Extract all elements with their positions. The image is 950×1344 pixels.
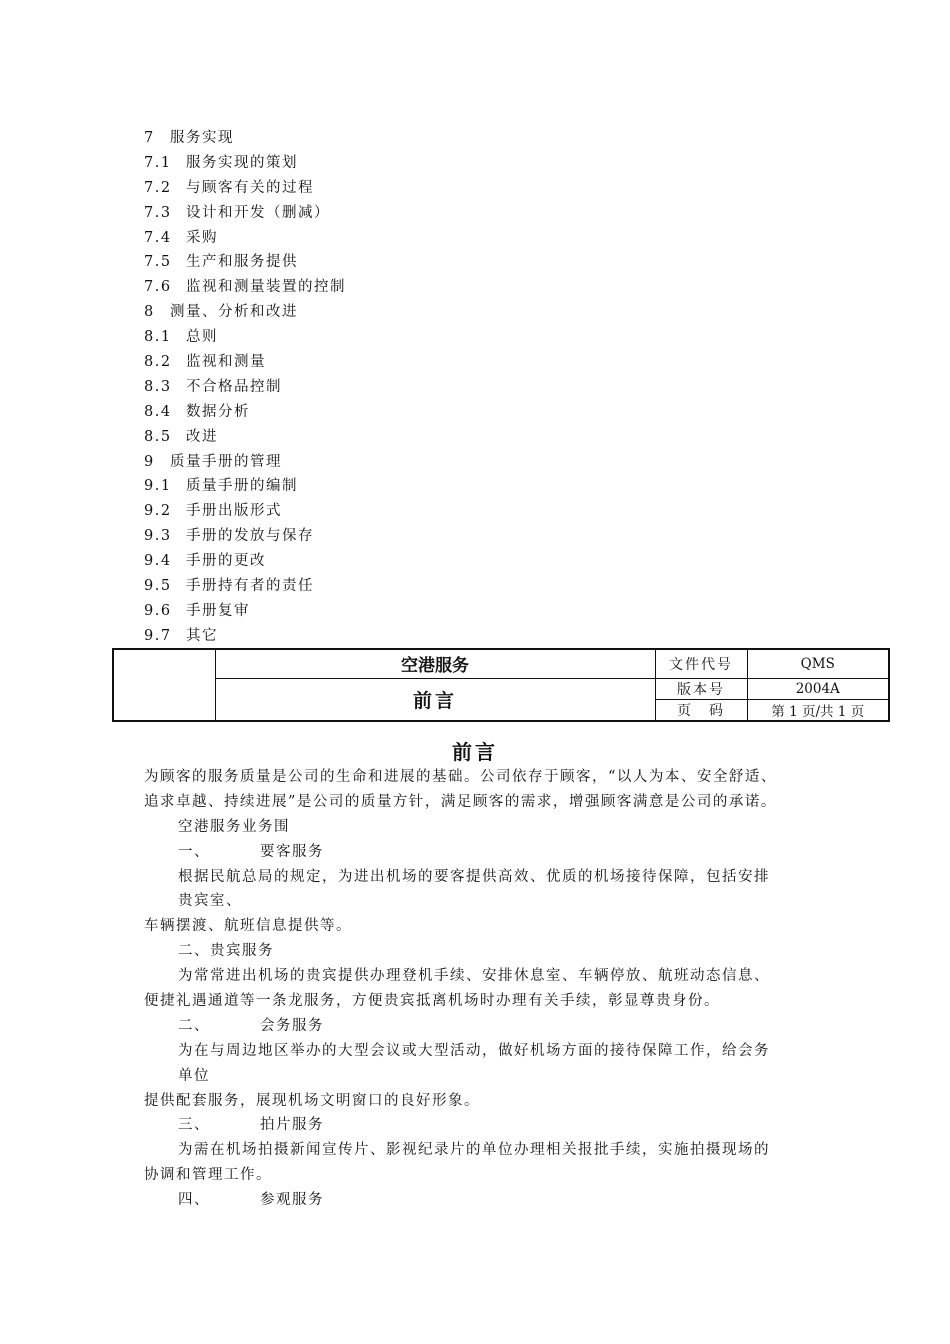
toc-item-number: 8.1 bbox=[144, 329, 172, 346]
toc-item bbox=[144, 450, 346, 475]
paragraph: 为需在机场拍摄新闻宣传片、影视纪录片的单位办理相关报批手续，实施拍摄现场的 bbox=[178, 1142, 770, 1159]
toc-item-number: 9.2 bbox=[144, 503, 172, 520]
paragraph: 协调和管理工作。 bbox=[144, 1167, 272, 1184]
paragraph: 追求卓越、持续进展”是公司的质量方针，满足顾客的需求，增强顾客满意是公司的承诺。 bbox=[144, 793, 777, 810]
document-header-table bbox=[112, 648, 890, 722]
toc-item bbox=[144, 126, 346, 151]
logo-cell bbox=[113, 649, 215, 721]
toc-item bbox=[144, 275, 346, 300]
toc-item-title: 与顾客有关的过程 bbox=[186, 179, 314, 196]
section-heading bbox=[144, 1113, 814, 1138]
toc-item-title: 其它 bbox=[186, 627, 218, 644]
paragraph: 为顾客的服务质量是公司的生命和进展的基础。公司依存于顾客，“以人为本、安全舒适、 bbox=[144, 769, 777, 785]
paragraph: 贵宾室、 bbox=[178, 893, 242, 910]
toc-item bbox=[144, 574, 346, 599]
toc-item-title: 数据分析 bbox=[186, 403, 250, 420]
section-heading: 二、贵宾服务 bbox=[178, 943, 274, 960]
paragraph: 提供配套服务，展现机场文明窗口的良好形象。 bbox=[144, 1092, 480, 1109]
toc-item bbox=[144, 474, 346, 499]
section-number: 四、 bbox=[178, 1192, 210, 1209]
doc-code-label: 文件代号 bbox=[655, 649, 747, 678]
toc-item-number: 8.3 bbox=[144, 378, 172, 395]
toc-item bbox=[144, 425, 346, 450]
section-name: 参观服务 bbox=[260, 1192, 324, 1209]
paragraph: 便捷礼遇通道等一条龙服务，方便贵宾抵离机场时办理有关手续，彰显尊贵身份。 bbox=[144, 993, 720, 1010]
toc-item-number: 9.6 bbox=[144, 602, 172, 619]
section-name: 会务服务 bbox=[260, 1017, 324, 1034]
toc-item-number: 8 bbox=[144, 304, 155, 321]
toc-item bbox=[144, 176, 346, 201]
toc-item-title: 手册的发放与保存 bbox=[186, 528, 314, 545]
toc-item-number: 7.4 bbox=[144, 229, 172, 246]
toc-item bbox=[144, 151, 346, 176]
version-value: 2004A bbox=[747, 678, 889, 699]
toc-item-title: 手册持有者的责任 bbox=[186, 578, 314, 595]
toc-item-number: 9.3 bbox=[144, 528, 172, 545]
toc-item-title: 采购 bbox=[186, 229, 218, 246]
toc-item bbox=[144, 549, 346, 574]
toc-item-number: 9.1 bbox=[144, 478, 172, 495]
toc-item bbox=[144, 250, 346, 275]
toc-item-number: 7.1 bbox=[144, 154, 172, 171]
toc-item-title: 手册的更改 bbox=[186, 553, 266, 570]
page-value: 第 1 页/共 1 页 bbox=[747, 699, 889, 721]
section-title: 前言 bbox=[452, 740, 498, 764]
page-label: 页 码 bbox=[655, 699, 747, 721]
toc-item-number: 7.5 bbox=[144, 254, 172, 271]
toc-item-title: 改进 bbox=[186, 428, 218, 445]
toc-item-title: 总则 bbox=[186, 329, 218, 346]
section-number: 一、 bbox=[178, 843, 210, 860]
toc-item-number: 7 bbox=[144, 130, 155, 146]
paragraph: 车辆摆渡、航班信息提供等。 bbox=[144, 918, 352, 935]
section-heading bbox=[144, 1014, 814, 1039]
toc-item-number: 9.7 bbox=[144, 627, 172, 644]
paragraph: 为常常进出机场的贵宾提供办理登机手续、安排休息室、车辆停放、航班动态信息、 bbox=[178, 968, 770, 985]
paragraph: 单位 bbox=[178, 1067, 210, 1084]
section-name: 要客服务 bbox=[260, 843, 324, 860]
section-heading bbox=[144, 840, 814, 865]
toc-item-title: 服务实现的策划 bbox=[186, 154, 298, 171]
toc-item-number: 9 bbox=[144, 453, 155, 470]
toc-item-title: 手册出版形式 bbox=[186, 503, 282, 520]
paragraph: 根据民航总局的规定，为进出机场的要客提供高效、优质的机场接待保障，包括安排 bbox=[178, 868, 770, 885]
preface-body bbox=[144, 765, 814, 1213]
toc-item-title: 不合格品控制 bbox=[186, 378, 282, 395]
toc-item bbox=[144, 499, 346, 524]
paragraph: 为在与周边地区举办的大型会议或大型活动，做好机场方面的接待保障工作，给会务 bbox=[178, 1042, 770, 1059]
toc-item-number: 8.5 bbox=[144, 428, 172, 445]
company-name: 空港服务 bbox=[215, 649, 655, 678]
toc-item-title: 质量手册的编制 bbox=[186, 478, 298, 495]
toc-item bbox=[144, 201, 346, 226]
section-number: 三、 bbox=[178, 1117, 210, 1134]
toc-item-title: 测量、分析和改进 bbox=[170, 304, 298, 321]
table-of-contents bbox=[144, 126, 346, 649]
section-number: 二、 bbox=[178, 1017, 210, 1034]
toc-item-number: 9.5 bbox=[144, 578, 172, 595]
toc-item bbox=[144, 599, 346, 624]
toc-item-number: 7.6 bbox=[144, 279, 172, 296]
toc-item-number: 7.2 bbox=[144, 179, 172, 196]
toc-item-number: 9.4 bbox=[144, 553, 172, 570]
toc-item bbox=[144, 350, 346, 375]
toc-item-title: 设计和开发（删减） bbox=[186, 204, 330, 221]
section-heading bbox=[144, 1188, 814, 1213]
toc-item bbox=[144, 624, 346, 649]
toc-item-title: 手册复审 bbox=[186, 602, 250, 619]
doc-code-value: QMS bbox=[747, 649, 889, 678]
toc-item bbox=[144, 300, 346, 325]
toc-item bbox=[144, 375, 346, 400]
toc-item bbox=[144, 524, 346, 549]
toc-item-title: 监视和测量装置的控制 bbox=[186, 279, 346, 296]
toc-item-title: 监视和测量 bbox=[186, 354, 266, 371]
toc-item bbox=[144, 325, 346, 350]
scope-heading: 空港服务业务围 bbox=[178, 818, 290, 835]
toc-item bbox=[144, 226, 346, 251]
toc-item-number: 8.4 bbox=[144, 403, 172, 420]
section-name: 拍片服务 bbox=[260, 1117, 324, 1134]
toc-item-number: 7.3 bbox=[144, 204, 172, 221]
toc-item-number: 8.2 bbox=[144, 354, 172, 371]
toc-item-title: 生产和服务提供 bbox=[186, 254, 298, 271]
version-label: 版本号 bbox=[655, 678, 747, 699]
toc-item-title: 质量手册的管理 bbox=[170, 453, 282, 470]
toc-item-title: 服务实现 bbox=[170, 130, 234, 146]
doc-title: 前言 bbox=[215, 678, 655, 721]
toc-item bbox=[144, 400, 346, 425]
